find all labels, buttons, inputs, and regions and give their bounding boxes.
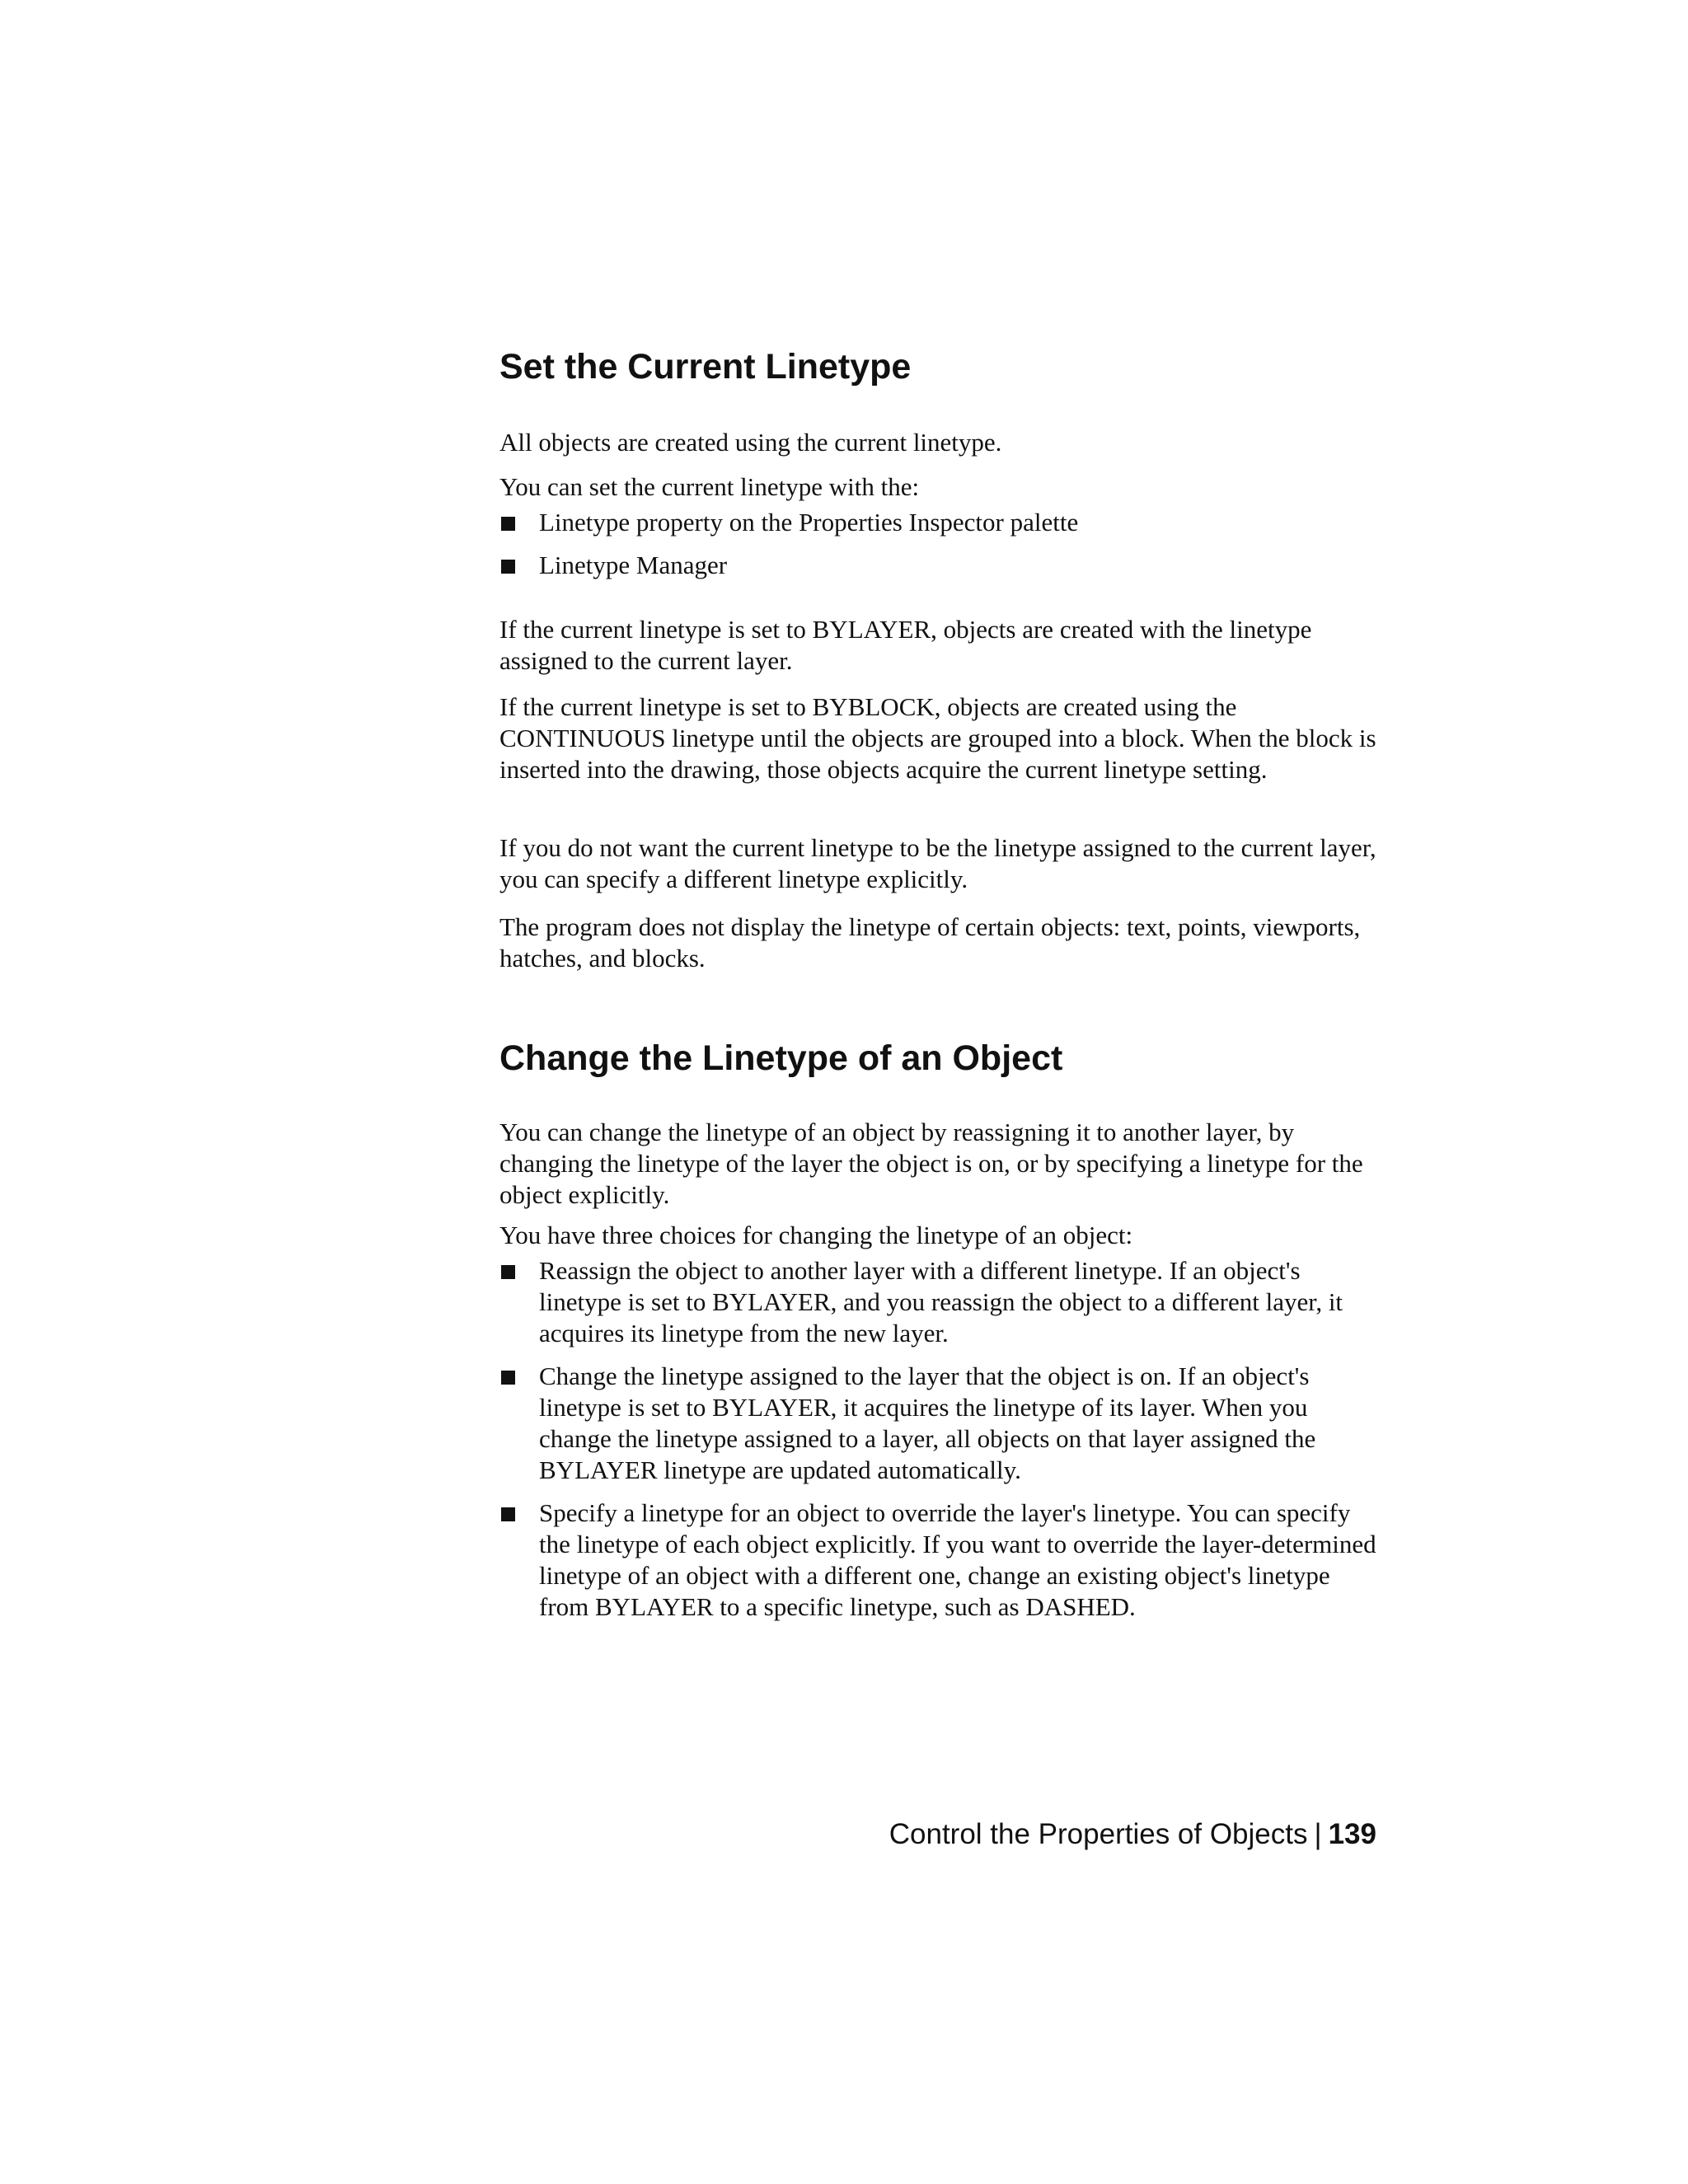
footer-separator: | (1314, 1818, 1322, 1850)
paragraph: All objects are created using the current linetype. (499, 428, 1002, 457)
list-item (499, 1497, 1376, 1623)
bullet-list (499, 507, 1376, 581)
paragraph: If the current linetype is set to BYLAYER, objects are created with the linetype assigned to the current layer. (499, 615, 1312, 675)
list-item (499, 507, 1376, 538)
bullet-list (499, 1255, 1376, 1623)
section-heading-change-linetype: Change the Linetype of an Object (499, 1038, 1063, 1078)
list-item-text: Specify a linetype for an object to override the layer's linetype. You can specify the linetype of each object explicitly. If you want to override the layer-determined linetype of an object with a different one, change an existing object's linetype from BYLAYER to a specific linetype, such as DASHED. (539, 1498, 1376, 1621)
page-footer (889, 1816, 1376, 1853)
bullet-square-icon (501, 560, 515, 574)
paragraph: You have three choices for changing the linetype of an object: (499, 1221, 1133, 1249)
bullet-square-icon (501, 1507, 515, 1521)
paragraph: You can set the current linetype with the: (499, 472, 920, 501)
list-item-text: Reassign the object to another layer with a different linetype. If an object's linetype is set to BYLAYER, and you reassign the object to a different layer, it acquires its linetype from the new layer. (539, 1256, 1343, 1347)
list-item-text: Linetype Manager (539, 551, 728, 579)
footer-chapter-title: Control the Properties of Objects (889, 1818, 1308, 1850)
paragraph: The program does not display the linetype of certain objects: text, points, viewports, hatches, and blocks. (499, 912, 1361, 972)
paragraph: If you do not want the current linetype to be the linetype assigned to the current layer, you can specify a different linetype explicitly. (499, 833, 1376, 893)
list-item (499, 1255, 1376, 1349)
page-number: 139 (1328, 1818, 1376, 1850)
bullet-square-icon (501, 517, 515, 531)
section-heading-set-current-linetype: Set the Current Linetype (499, 347, 912, 387)
list-item (499, 1361, 1376, 1486)
list-item-text: Linetype property on the Properties Inspector palette (539, 508, 1079, 537)
list-item-text: Change the linetype assigned to the layer that the object is on. If an object's linetype is set to BYLAYER, it acquires the linetype of its layer. When you change the linetype assigned to a layer, all objects on that layer assigned the BYLAYER linetype are updated automatically. (539, 1361, 1316, 1484)
list-item (499, 550, 1376, 581)
bullet-square-icon (501, 1371, 515, 1385)
bullet-square-icon (501, 1265, 515, 1279)
paragraph: You can change the linetype of an object by reassigning it to another layer, by changing the linetype of the layer the object is on, or by specifying a linetype for the object explicitly. (499, 1118, 1363, 1209)
paragraph: If the current linetype is set to BYBLOCK, objects are created using the CONTINUOUS linetype until the objects are grouped into a block. When the block is inserted into the drawing, those objects acquire the current linetype setting. (499, 692, 1376, 784)
